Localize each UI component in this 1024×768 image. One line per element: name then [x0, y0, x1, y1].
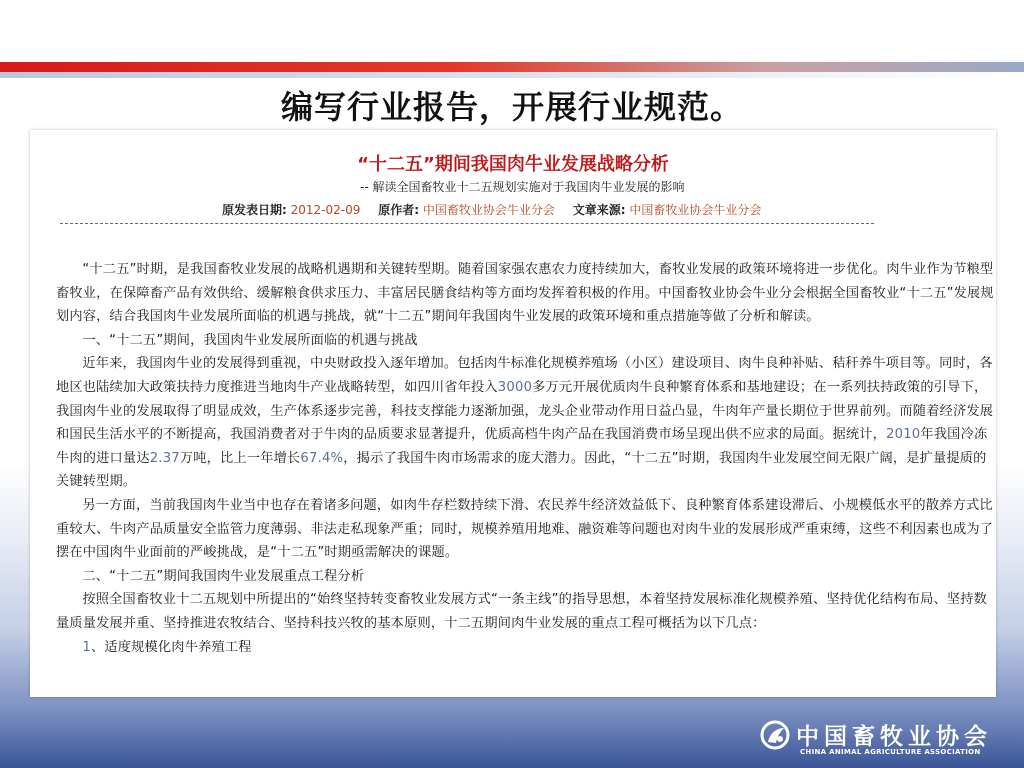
article-paragraph [56, 588, 996, 635]
inline-number: 3000 [497, 379, 533, 395]
meta-author-label: 原作者: [378, 203, 420, 217]
association-logo [760, 718, 1000, 762]
dashed-divider [60, 223, 874, 224]
meta-source-value[interactable]: 中国畜牧业协会牛业分会 [629, 203, 762, 217]
paragraph-text: 、适度规模化肉牛养殖工程 [90, 639, 252, 655]
paragraph-text: 二、“十二五”期间我国肉牛业发展重点工程分析 [82, 568, 365, 584]
slide-top-band [0, 0, 1024, 60]
meta-date-label: 原发表日期: [222, 203, 287, 217]
article-paragraph [56, 352, 996, 494]
section-heading [56, 636, 996, 660]
inline-number: 2.37 [149, 450, 180, 466]
paragraph-text: ，揭示了我国牛肉市场需求的庞大潜力。因此，“十二五”时期，我国肉牛业发展空间无限广阔，是扩量提质的关键转型期。 [56, 450, 987, 490]
article-body [56, 258, 996, 659]
document-subtitle: -- 解读全国畜牧业十二五规划实施对于我国肉牛业发展的影响 [360, 180, 685, 194]
paragraph-text: 年我国冷冻牛肉的进口量达 [56, 427, 988, 466]
section-heading [56, 565, 996, 589]
paragraph-text: 按照全国畜牧业十二五规划中所提出的“始终坚持转变畜牧业发展方式“一条主线”的指导思想，本着坚持发展标准化规模养殖、坚持优化结构布局、坚持数量质量发展并重、坚持推进农牧结合、坚持科技兴牧的基本原则，十二五期间肉牛业发展的重点工程可概括为以下几点： [56, 592, 988, 631]
paragraph-text: 近年来，我国肉牛业的发展得到重视，中央财政投入逐年增加。包括肉牛标准化规模养殖场（小区）建设项目、肉牛良种补贴、秸秆养牛项目等。同时，各地区也陆续加大政策扶持力度推进当地肉牛产业战略转型，如四川省年投入 [56, 356, 993, 395]
article-paragraph [56, 258, 996, 329]
paragraph-text: 多万元开展优质肉牛良种繁育体系和基地建设；在一系列扶持政策的引导下，我国肉牛业的发展取得了明显成效，生产体系逐步完善，科技支撑能力逐渐加强，龙头企业带动作用日益凸显，牛肉年产量长期位于世界前列。而随着经济发展和国民生活水平的不断提高，我国消费者对于牛肉的品质要求显著提升，优质高档牛肉产品在我国消费市场呈现出供不应求的局面。据统计， [56, 379, 994, 443]
article-paragraph [56, 494, 996, 565]
meta-source-label: 文章来源: [572, 203, 626, 217]
paragraph-text: 另一方面，当前我国肉牛业当中也存在着诸多问题，如肉牛存栏数持续下滑、农民养牛经济效益低下、良种繁育体系建设滞后、小规模低水平的散养方式比重较大、牛肉产品质量安全监管力度薄弱、非法走私现象严重；同时，规模养殖用地难、融资难等问题也对肉牛业的发展形成严重束缚，这些不利因素也成为了摆在中国肉牛业面前的严峻挑战，是“十二五”时期亟需解决的课题。 [56, 497, 994, 561]
association-logo-icon [760, 720, 790, 750]
meta-date-value: 2012-02-09 [290, 203, 361, 217]
document-title: “十二五”期间我国肉牛业发展战略分析 [357, 154, 669, 175]
logo-name-cn: 中国畜牧业协会 [796, 724, 992, 750]
paragraph-text: 万吨，比上一年增长 [179, 450, 301, 466]
slide-title: 编写行业报告，开展行业规范。 [280, 88, 743, 126]
header-red-stripe [0, 62, 1024, 72]
header-blue-stripe [0, 72, 1024, 78]
inline-number: 67.4% [300, 450, 344, 466]
logo-name-en: CHINA ANIMAL AGRICULTURE ASSOCIATION [800, 748, 981, 756]
paragraph-text: “十二五”时期，是我国畜牧业发展的战略机遇期和关键转型期。随着国家强农惠农力度持续加大，畜牧业发展的政策环境将进一步优化。肉牛业作为节粮型畜牧业，在保障畜产品有效供给、缓解粮食供求压力、丰富居民膳食结构等方面均发挥着积极的作用。中国畜牧业协会牛业分会根据全国畜牧业“十二五”发展规划内容，结合我国肉牛业发展所面临的机遇与挑战，就“十二五”期间年我国肉牛业发展的政策环境和重点措施等做了分析和解读。 [56, 262, 994, 325]
paragraph-text: 一、“十二五”期间，我国肉牛业发展所面临的机遇与挑战 [82, 332, 418, 348]
document-meta [222, 201, 775, 218]
section-heading [56, 329, 996, 353]
document-screenshot [30, 130, 996, 697]
inline-number: 1 [82, 639, 91, 655]
meta-author-value[interactable]: 中国畜牧业协会牛业分会 [422, 203, 555, 217]
inline-number: 2010 [886, 427, 921, 443]
